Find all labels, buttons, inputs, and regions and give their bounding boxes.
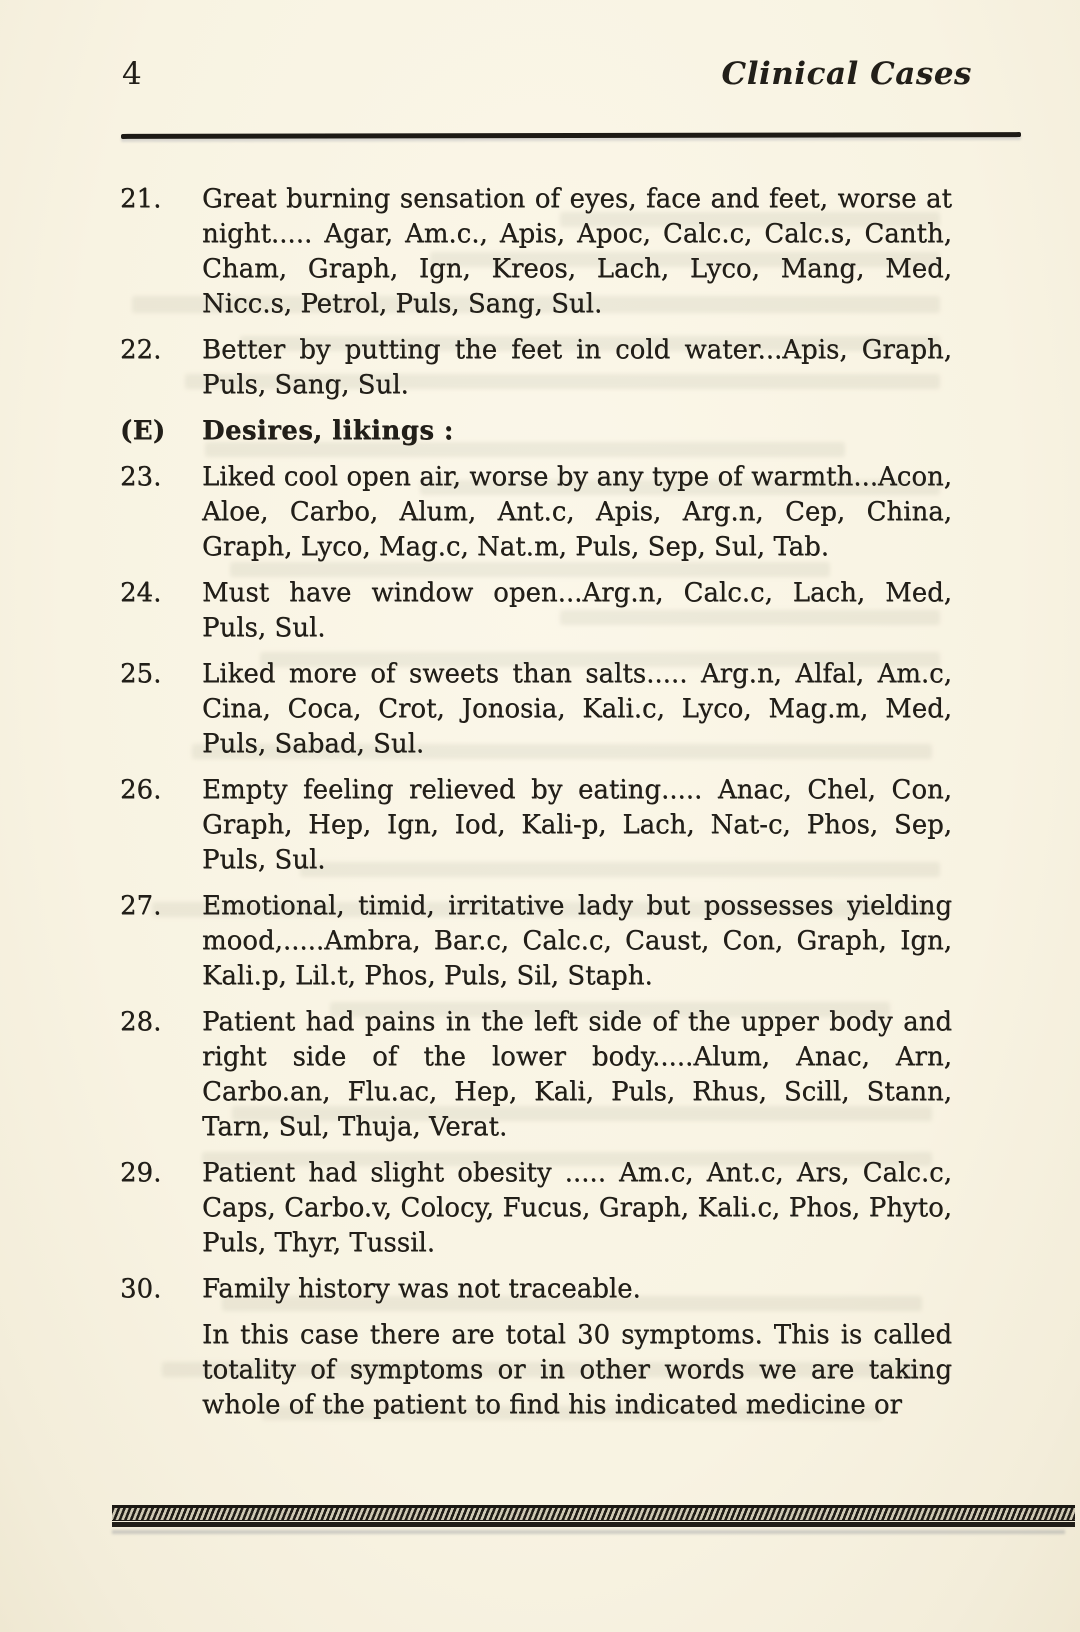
list-item	[120, 773, 952, 878]
hatched-rule	[112, 1505, 1075, 1521]
item-number	[120, 1318, 202, 1423]
item-text: Liked cool open air, worse by any type of warmth...Acon, Aloe, Carbo, Alum, Ant.c, Apis, Arg.n, Cep, China, Graph, Lyco, Mag.c, Nat.m, Puls, Sep, Sul, Tab.	[202, 462, 952, 562]
item-text: Desires, likings :	[202, 416, 454, 446]
rule-shadow	[112, 1530, 1065, 1534]
item-text: Patient had slight obesity ..... Am.c, Ant.c, Ars, Calc.c, Caps, Carbo.v, Colocy, Fucus, Graph, Kali.c, Phos, Phyto, Puls, Thyr, Tussil.	[202, 1158, 952, 1258]
page-number: 4	[122, 56, 142, 92]
list-item	[120, 1272, 952, 1307]
list-item	[120, 414, 952, 449]
item-text: In this case there are total 30 symptoms. This is called totality of symptoms or in other words we are taking whole of the patient to find his indicated medicine or	[202, 1320, 952, 1420]
running-header-title: Clinical Cases	[721, 56, 972, 92]
item-number: 24.	[120, 578, 162, 608]
list-item	[120, 333, 952, 403]
item-number: (E)	[120, 416, 166, 446]
item-text: Liked more of sweets than salts..... Arg.n, Alfal, Am.c, Cina, Coca, Crot, Jonosia, Kali.c, Lyco, Mag.m, Med, Puls, Sabad, Sul.	[202, 659, 952, 759]
item-text: Great burning sensation of eyes, face and feet, worse at night..... Agar, Am.c., Apis, Apoc, Calc.c, Calc.s, Canth, Cham, Graph, Ign, Kreos, Lach, Lyco, Mang, Med, Nicc.s, Petrol, Puls, Sang, Sul.	[202, 184, 952, 319]
item-number: 27.	[120, 891, 162, 921]
footer-ornament-rule	[112, 1505, 1075, 1534]
item-number: 30.	[120, 1274, 162, 1304]
item-number: 26.	[120, 775, 162, 805]
list-item	[120, 889, 952, 994]
item-number: 29.	[120, 1158, 162, 1188]
item-text: Emotional, timid, irritative lady but possesses yielding mood,.....Ambra, Bar.c, Calc.c, Caust, Con, Graph, Ign, Kali.p, Lil.t, Phos, Puls, Sil, Staph.	[202, 891, 952, 991]
symptom-list	[120, 182, 952, 1434]
item-number: 23.	[120, 462, 162, 492]
item-text: Must have window open...Arg.n, Calc.c, Lach, Med, Puls, Sul.	[202, 578, 952, 643]
item-number: 25.	[120, 659, 162, 689]
item-number: 22.	[120, 335, 162, 365]
list-item	[120, 182, 952, 322]
item-text: Empty feeling relieved by eating..... Anac, Chel, Con, Graph, Hep, Ign, Iod, Kali-p, Lach, Nat-c, Phos, Sep, Puls, Sul.	[202, 775, 952, 875]
page-header	[122, 54, 972, 94]
header-rule	[121, 132, 1021, 139]
item-text: Family history was not traceable.	[202, 1274, 641, 1304]
item-number: 28.	[120, 1007, 162, 1037]
item-number: 21.	[120, 184, 162, 214]
list-item	[120, 1005, 952, 1145]
list-item	[120, 460, 952, 565]
list-item	[120, 576, 952, 646]
item-text: Better by putting the feet in cold water...Apis, Graph, Puls, Sang, Sul.	[202, 335, 952, 400]
item-text: Patient had pains in the left side of the upper body and right side of the lower body.....Alum, Anac, Arn, Carbo.an, Flu.ac, Hep, Kali, Puls, Rhus, Scill, Stann, Tarn, Sul, Thuja, Verat.	[202, 1007, 952, 1142]
list-item	[120, 657, 952, 762]
list-item	[120, 1156, 952, 1261]
solid-rule	[112, 1522, 1075, 1527]
list-item	[120, 1318, 952, 1423]
